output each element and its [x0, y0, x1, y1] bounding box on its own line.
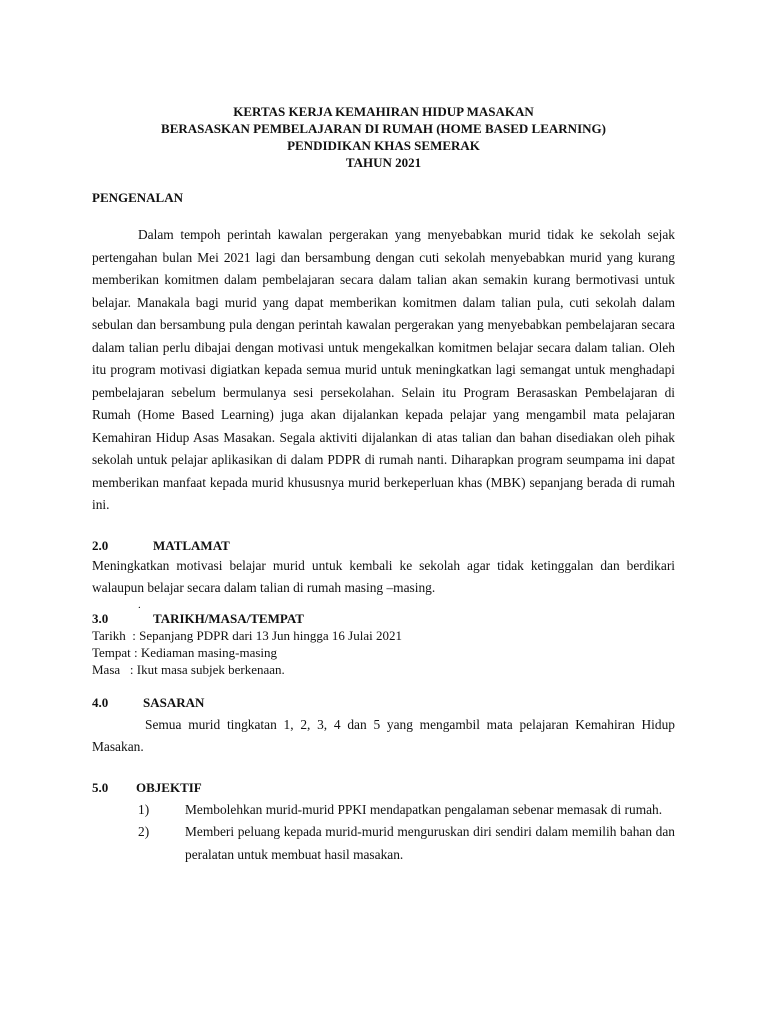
section-3-title: TARIKH/MASA/TEMPAT — [153, 610, 304, 626]
section-3-heading — [92, 610, 675, 627]
title-line-3: PENDIDIKAN KHAS SEMERAK — [287, 138, 480, 153]
title-line-4: TAHUN 2021 — [345, 155, 422, 170]
intro-heading: PENGENALAN — [92, 190, 184, 205]
section-2-title: MATLAMAT — [153, 537, 230, 553]
section-2-heading — [92, 537, 675, 554]
objective-text: Memberi peluang kepada murid-murid menguruskan diri sendiri dalam memilih bahan dan peralatan untuk membuat hasil masakan. — [185, 824, 675, 862]
section-5-number: 5.0 — [92, 779, 109, 795]
document-title — [92, 103, 675, 171]
section-5-heading — [92, 779, 675, 796]
objective-item — [92, 821, 675, 866]
section-4-heading — [92, 694, 675, 711]
objective-item — [92, 799, 675, 822]
title-line-1: KERTAS KERJA KEMAHIRAN HIDUP MASAKAN — [233, 104, 534, 119]
document-page — [92, 103, 675, 866]
section-4-number: 4.0 — [92, 694, 109, 710]
title-line-2: BERASASKAN PEMBELAJARAN DI RUMAH (HOME BASED LEARNING) — [161, 121, 606, 136]
tarikh-line: Tarikh : Sepanjang PDPR dari 13 Jun hingga 16 Julai 2021 — [92, 627, 402, 643]
section-4-paragraph: Semua murid tingkatan 1, 2, 3, 4 dan 5 yang mengambil mata pelajaran Kemahiran Hidup Masakan. — [92, 716, 675, 754]
stray-mark: . — [138, 598, 141, 611]
section-3-number: 3.0 — [92, 610, 109, 626]
section-2-paragraph: Meningkatkan motivasi belajar murid untuk kembali ke sekolah agar tidak ketinggalan dan berdikari walaupun belajar secara dalam talian di rumah masing –masing. — [92, 557, 675, 595]
section-5-title: OBJEKTIF — [136, 779, 202, 795]
masa-line: Masa : Ikut masa subjek berkenaan. — [92, 661, 285, 677]
section-4-title: SASARAN — [143, 694, 205, 710]
objective-number: 2) — [138, 824, 150, 839]
tempat-line: Tempat : Kediaman masing-masing — [92, 644, 278, 660]
objective-number: 1) — [138, 801, 150, 817]
section-2-number: 2.0 — [92, 537, 109, 553]
intro-paragraph: Dalam tempoh perintah kawalan pergerakan yang menyebabkan murid tidak ke sekolah sejak pertengahan bulan Mei 2021 lagi dan bersambung dengan cuti sekolah menyebabkan murid yang kurang memberikan komitmen dalam pembelajaran secara dalam talian akan semakin kurang bermotivasi untuk belajar. Manakala bagi murid yang dapat memberikan komitmen dalam talian pula, cuti sekolah dalam sebulan dan bersambung pula dengan perintah kawalan pergerakan yang menyebabkan pembelajaran secara dalam talian perlu dibajai dengan motivasi untuk mengekalkan komitmen belajar secara dalam talian. Oleh itu program motivasi digiatkan kepada semua murid untuk meningkatkan lagi semangat untuk menghadapi pembelajaran sebelum bermulanya sesi persekolahan. Selain itu Program Berasaskan Pembelajaran di Rumah (Home Based Learning) juga akan dijalankan kepada pelajar yang mengambil mata pelajaran Kemahiran Hidup Asas Masakan. Segala aktiviti dijalankan di atas talian dan bahan disediakan oleh pihak sekolah untuk pelajar aplikasikan di dalam PDPR di rumah nanti. Diharapkan program seumpama ini dapat memberikan manfaat kepada murid khususnya murid berkeperluan khas (MBK) sepanjang berada di rumah ini. — [92, 227, 675, 512]
objective-text: Membolehkan murid-murid PPKI mendapatkan pengalaman sebenar memasak di rumah. — [185, 801, 663, 817]
